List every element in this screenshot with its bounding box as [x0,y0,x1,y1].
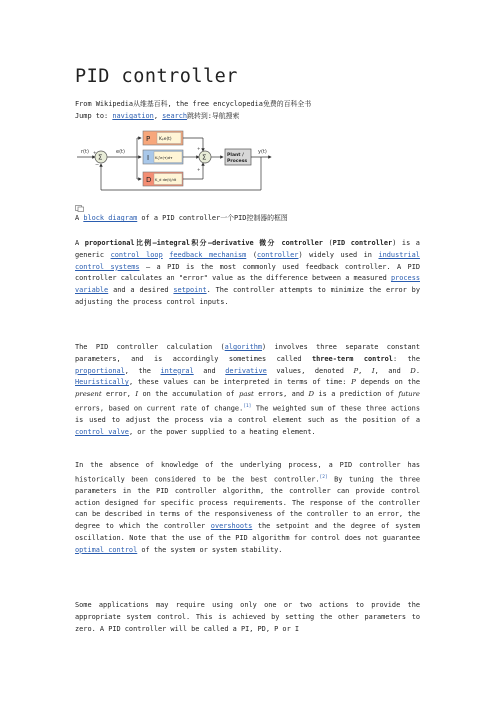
heuristically-link[interactable]: Heuristically [75,378,129,387]
sum2-plus-bottom: + [197,167,201,172]
svg-text:Σ: Σ [202,153,207,162]
d-formula: K_d de(t)/dt [155,178,177,182]
controller-link[interactable]: controller [256,250,299,259]
paragraph-2: The PID controller calculation (algorithm) involves three separate constant parameters, and is accordingly sometimes called three-term control: the proportional, the integral and derivative values, denoted P, I, and D. Heuristically, these values can be interpreted in terms of time: P depends on the present error, I on the accumulation of past errors, and D is a prediction of future errors, based on current rate of change.[1] The weighted sum of these three actions is used to adjust the process via a control element such as the position of a control valve, or the power supplied to a heating element. [75,343,420,436]
setpoint-link[interactable]: setpoint [173,286,207,295]
p-block-label: P [146,135,151,143]
process-variable-link[interactable]: process variable [75,274,420,295]
industrial-control-systems-link[interactable]: industrial control systems [75,250,420,271]
integral-link[interactable]: integral [160,366,194,375]
plant-label-1: Plant / [227,153,244,158]
jump-suffix: 跳转到:导航搜索 [187,112,240,120]
reference-2-link[interactable]: [2] [319,474,328,480]
y-label: y(t) [258,149,267,155]
overshoots-link[interactable]: overshoots [210,522,253,531]
bold-pid-term: proportional比例–integral积分–derivative 微分 controller [84,239,323,247]
navigation-link[interactable]: navigation [112,112,154,120]
derivative-link[interactable]: derivative [225,366,267,375]
page-title: PID controller [75,66,238,87]
control-valve-link[interactable]: control valve [75,427,129,436]
bold-three-term-control: three-term control [311,354,393,363]
paragraph-3: In the absence of knowledge of the underlying process, a PID controller has historically been considered to be the best controller.[2] By tuning the three parameters in the PID controller algorithm, the controller can provide control action designed for specific process requirements. The response of the controller can be described in terms of the responsiveness of the controller to an error, the degree to which the controller overshoots the setpoint and the degree of system oscillation. Note that the use of the PID algorithm for control does not guarantee optimal control of the system or system stability. [75,461,420,554]
sum1-plus: + [93,150,97,155]
r-label: r(t) [81,149,89,155]
caption-suffix: of a PID controller一个PID控制器的框图 [137,214,288,222]
jump-comma: , [153,112,163,120]
p-formula: Kₚe(t) [159,137,172,142]
feedback-mechanism-link[interactable]: feedback mechanism [169,250,247,259]
control-loop-link[interactable]: control loop [110,250,163,259]
jump-to-line [75,111,239,123]
paragraph-4: Some applications may require using only one or two actions to provide the appropriate system control. This is achieved by setting the other parameters to zero. A PID controller will be called a PI, PD, P or I [75,601,420,633]
search-link[interactable]: search [162,112,188,120]
jump-prefix: Jump to: [75,112,113,120]
paragraph-1: A proportional比例–integral积分–derivative 微分 controller (PID controller) is a generic control loop feedback mechanism (controller) widely used in industrial control systems – a PID is the most commonly used feedback controller. A PID controller calculates an "error" value as the difference between a measured process variable and a desired setpoint. The controller attempts to minimize the error by adjusting the process control inputs. [75,239,420,306]
sum2-plus-top: + [197,146,201,151]
i-block-label: I [147,154,150,162]
enlarge-icon[interactable] [75,205,84,212]
figure-caption [75,213,288,225]
plant-label-2: Process [227,159,248,164]
reference-1-link[interactable]: [1] [243,403,252,409]
e-label: e(t) [116,149,125,155]
bold-pid-controller: PID controller [332,239,393,247]
i-formula: Kᵢ∫e(τ)dτ [155,155,173,160]
proportional-link[interactable]: proportional [75,366,125,375]
sum1-minus: − [95,162,100,168]
caption-prefix: A [75,214,84,222]
optimal-control-link[interactable]: optimal control [75,545,138,554]
pid-block-diagram[interactable] [75,126,275,192]
from-line: From Wikipedia从维基百科, the free encyclopedia免费的百科全书 [75,100,312,108]
svg-text:Σ: Σ [98,153,103,162]
block-diagram-link[interactable]: block diagram [83,214,138,222]
d-block-label: D [146,176,152,184]
algorithm-link[interactable]: algorithm [224,343,263,351]
